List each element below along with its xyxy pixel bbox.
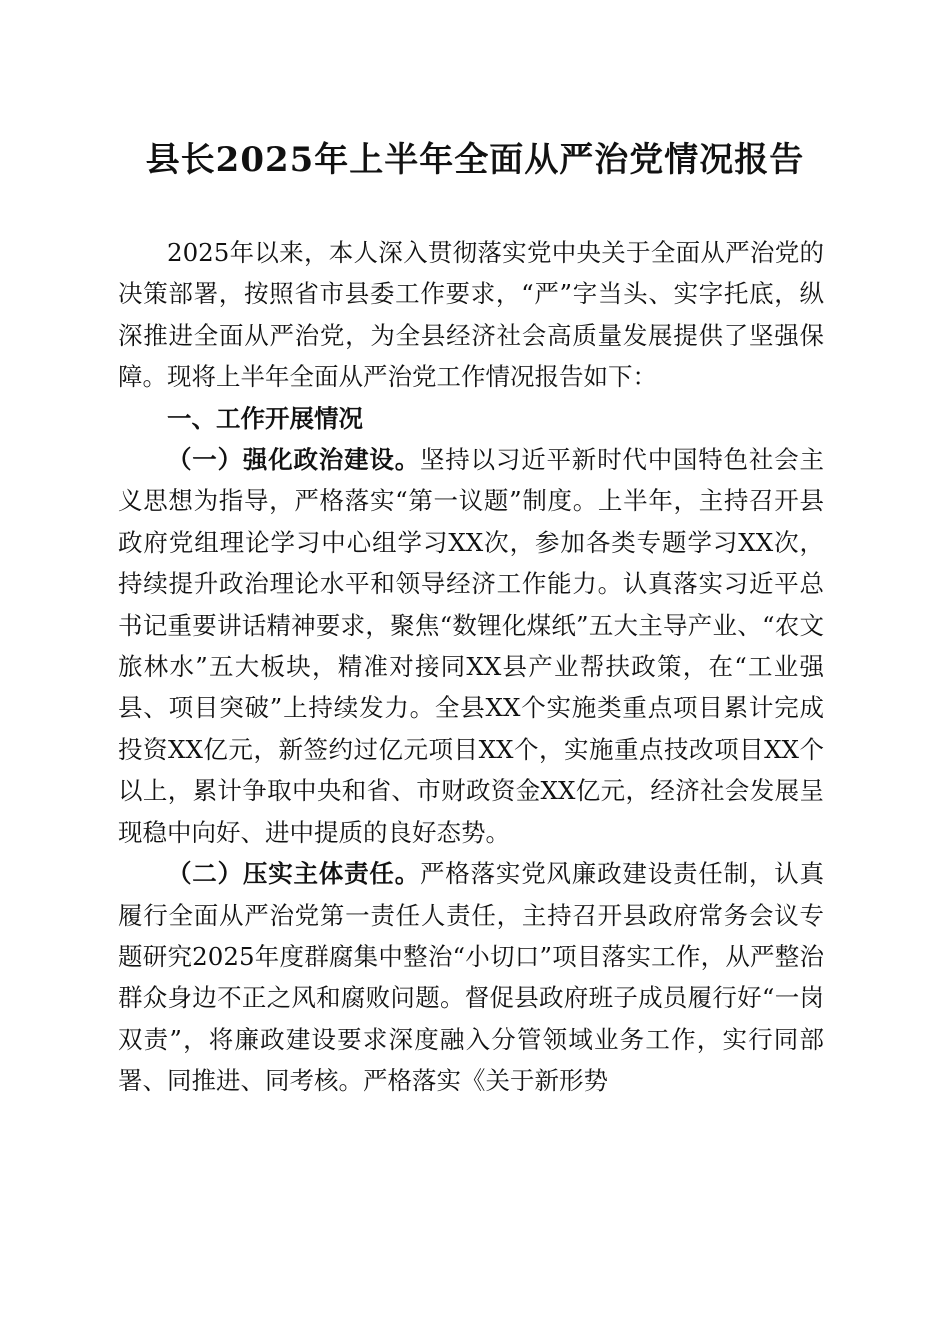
subheading-main-responsibility: （二）压实主体责任。: [167, 859, 420, 889]
section-heading-work-progress: 一、工作开展情况: [167, 403, 363, 433]
paragraph-text-main-responsibility: 严格落实党风廉政建设责任制，认真履行全面从严治党第一责任人责任，主持召开县政府常务会议专题研究2025年度群腐集中整治“小切口”项目落实工作，从严整治群众身边不正之风和腐败问题。督促县政府班子成员履行好“一岗双责”，将廉政建设要求深度融入分管领域业务工作，实行同部署、同推进、同考核。严格落实《关于新形势: [118, 859, 824, 1096]
intro-paragraph: 2025年以来，本人深入贯彻落实党中央关于全面从严治党的决策部署，按照省市县委工作要求，“严”字当头、实字托底，纵深推进全面从严治党，为全县经济社会高质量发展提供了坚强保障。现将上半年全面从严治党工作情况报告如下：: [118, 238, 824, 392]
paragraph-main-responsibility: [118, 853, 824, 1101]
subheading-political-construction: （一）强化政治建设。: [167, 445, 420, 475]
document-body: [118, 232, 824, 1102]
document-title: 县长2025年上半年全面从严治党情况报告: [145, 140, 805, 180]
paragraph-text-political-construction: 坚持以习近平新时代中国特色社会主义思想为指导，严格落实“第一议题”制度。上半年，主持召开县政府党组理论学习中心组学习XX次，参加各类专题学习XX次，持续提升政治理论水平和领导经济工作能力。认真落实习近平总书记重要讲话精神要求，聚焦“数锂化煤纸”五大主导产业、“农文旅林水”五大板块，精准对接同XX县产业帮扶政策，在“工业强县、项目突破”上持续发力。全县XX个实施类重点项目累计完成投资XX亿元，新签约过亿元项目XX个，实施重点技改项目XX个以上，累计争取中央和省、市财政资金XX亿元，经济社会发展呈现稳中向好、进中提质的良好态势。: [118, 445, 824, 847]
paragraph-political-construction: [118, 439, 824, 853]
